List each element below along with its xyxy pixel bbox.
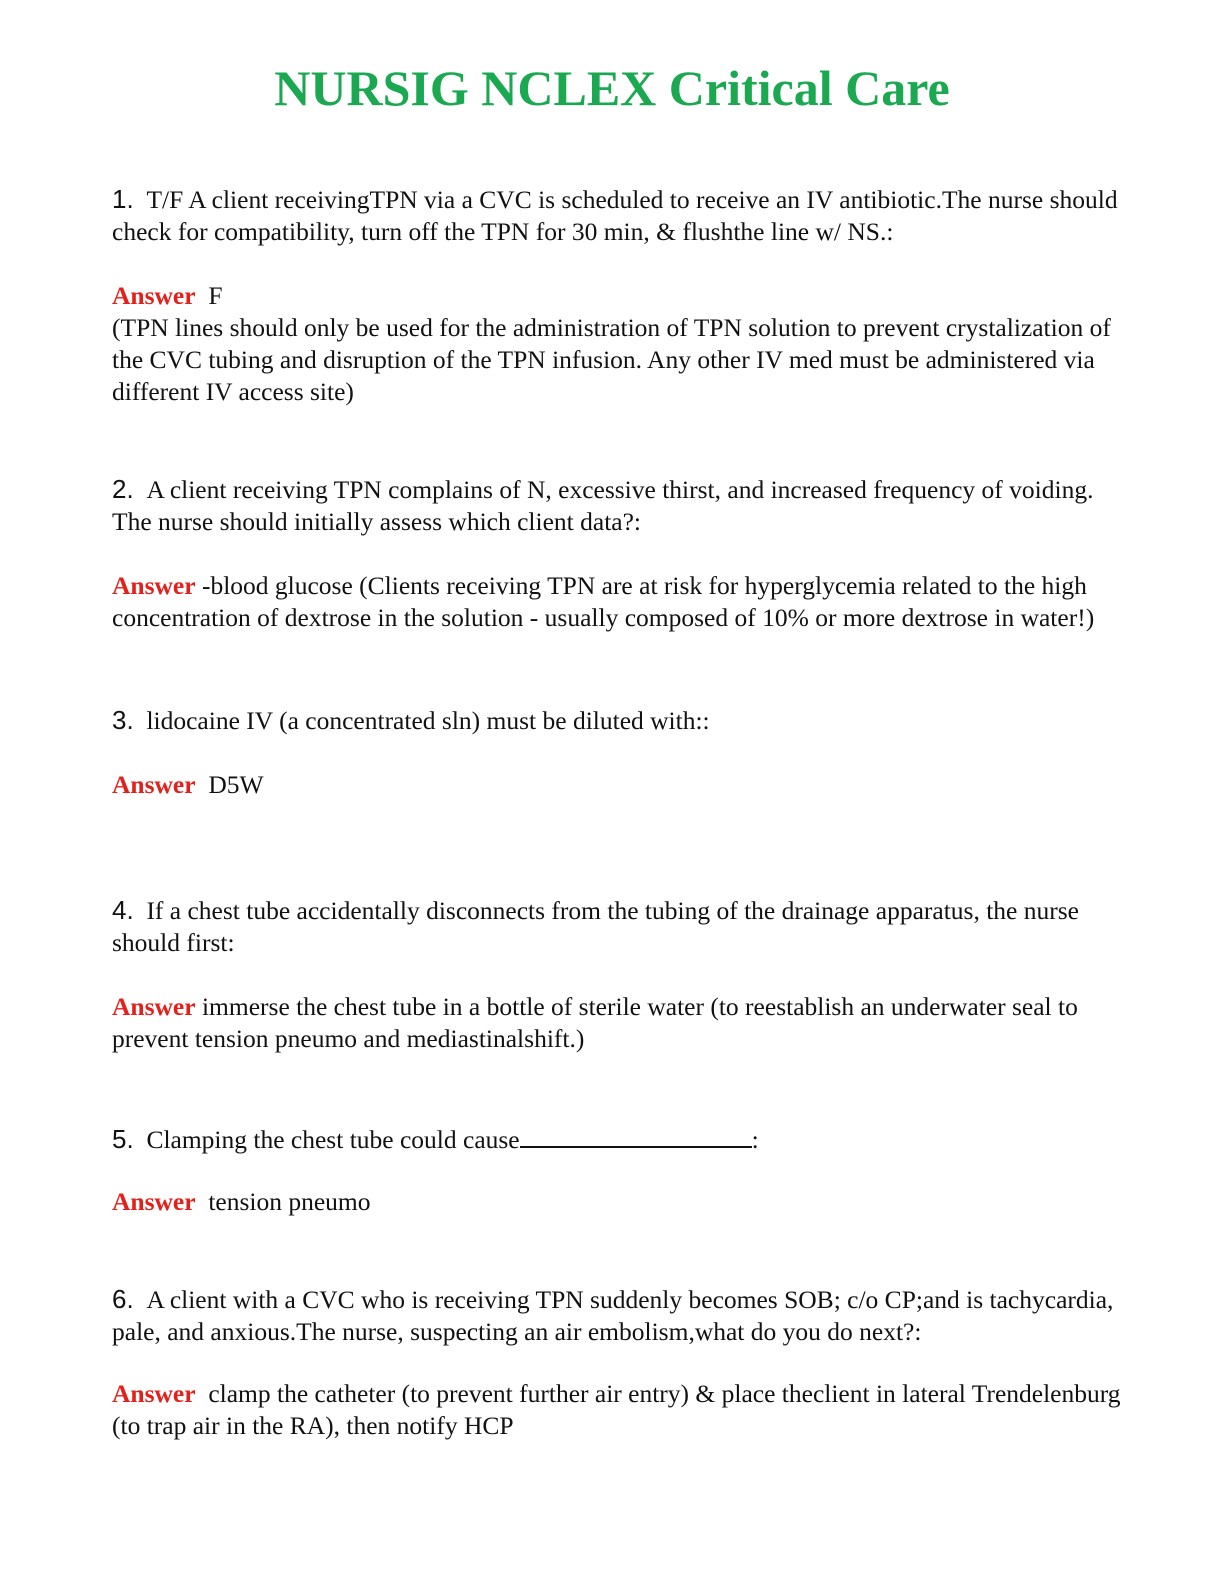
answer-text-6 xyxy=(112,1378,1122,1442)
answer-body-2: -blood glucose (Clients receiving TPN are at risk for hyperglycemia related to the high concentration of dextrose in the solution - usually composed of 10% or more dextrose in water!) xyxy=(112,571,1095,632)
question-number-3: 3. xyxy=(112,705,134,735)
question-text-6 xyxy=(112,1283,1122,1348)
question-number-5: 5. xyxy=(112,1124,134,1154)
question-block-3 xyxy=(112,704,1122,801)
answer-text-1 xyxy=(112,280,1122,312)
question-body-5: Clamping the chest tube could cause xyxy=(146,1125,520,1154)
answer-label-4: Answer xyxy=(112,992,196,1021)
question-body-6: A client with a CVC who is receiving TPN suddenly becomes SOB; c/o CP;and is tachycardia, pale, and anxious.The nurse, suspecting an air embolism,what do you do next?: xyxy=(112,1285,1114,1346)
answer-label-1: Answer xyxy=(112,281,196,310)
question-suffix-5: : xyxy=(751,1125,759,1154)
question-text-4 xyxy=(112,894,1122,959)
question-text-2 xyxy=(112,473,1122,538)
answer-text-5 xyxy=(112,1186,1122,1218)
question-number-2: 2. xyxy=(112,474,134,504)
question-block-5 xyxy=(112,1120,1122,1218)
question-body-3: lidocaine IV (a concentrated sln) must be diluted with:: xyxy=(146,706,710,735)
answer-label-6: Answer xyxy=(112,1379,196,1408)
answer-label-3: Answer xyxy=(112,770,196,799)
question-number-1: 1. xyxy=(112,184,134,214)
fill-in-blank xyxy=(520,1120,752,1148)
answer-label-5: Answer xyxy=(112,1187,196,1216)
answer-body-5: tension pneumo xyxy=(208,1187,371,1216)
answer-label-2: Answer xyxy=(112,571,196,600)
answer-body-4: immerse the chest tube in a bottle of sterile water (to reestablish an underwater seal to prevent tension pneumo and mediastinalshift.) xyxy=(112,992,1078,1053)
question-block-2 xyxy=(112,473,1122,634)
answer-body-3: D5W xyxy=(208,770,264,799)
question-text-5 xyxy=(112,1120,1122,1156)
question-body-2: A client receiving TPN complains of N, excessive thirst, and increased frequency of voiding. The nurse should initially assess which client data?: xyxy=(112,475,1094,536)
question-block-4 xyxy=(112,894,1122,1055)
answer-body-6: clamp the catheter (to prevent further air entry) & place theclient in lateral Trendelenburg (to trap air in the RA), then notify HCP xyxy=(112,1379,1121,1440)
answer-text-2 xyxy=(112,570,1122,634)
question-number-6: 6. xyxy=(112,1284,134,1314)
question-block-1 xyxy=(112,183,1122,408)
answer-text-3 xyxy=(112,769,1122,801)
page-title: NURSIG NCLEX Critical Care xyxy=(274,60,950,116)
answer-explanation-1: (TPN lines should only be used for the administration of TPN solution to prevent crystalization of the CVC tubing and disruption of the TPN infusion. Any other IV med must be administered via different IV access site) xyxy=(112,313,1111,406)
question-body-1: T/F A client receivingTPN via a CVC is scheduled to receive an IV antibiotic.The nurse should check for compatibility, turn off the TPN for 30 min, & flushthe line w/ NS.: xyxy=(112,185,1118,246)
question-text-3 xyxy=(112,704,1122,737)
answer-body-1: F xyxy=(208,281,223,310)
answer-text-4 xyxy=(112,991,1122,1055)
question-body-4: If a chest tube accidentally disconnects from the tubing of the drainage apparatus, the nurse should first: xyxy=(112,896,1079,957)
question-block-6 xyxy=(112,1283,1122,1442)
question-number-4: 4. xyxy=(112,895,134,925)
question-text-1 xyxy=(112,183,1122,248)
